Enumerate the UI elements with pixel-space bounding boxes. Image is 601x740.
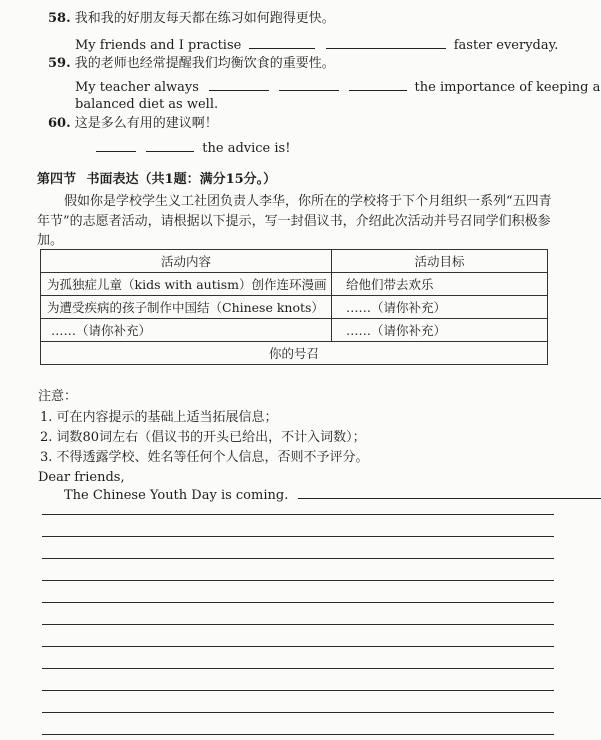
writing-line[interactable] — [42, 668, 554, 669]
writing-line[interactable] — [42, 514, 554, 515]
blank[interactable] — [279, 79, 339, 91]
section-subtitle: 书面表达（共1题：满分15分。） — [86, 172, 277, 187]
question-number: 58. — [48, 11, 71, 26]
answer-line-58 — [75, 37, 558, 52]
section-heading — [37, 173, 276, 186]
table-cell: 为遭受疾病的孩子制作中国结（Chinese knots） — [41, 296, 332, 319]
writing-line[interactable] — [42, 602, 554, 603]
blank[interactable] — [349, 79, 407, 91]
table-cell: 给他们带去欢乐 — [332, 273, 548, 296]
table-row — [41, 319, 548, 342]
writing-line[interactable] — [42, 646, 554, 647]
question-chinese: 我和我的好朋友每天都在练习如何跑得更快。 — [74, 11, 335, 26]
question-chinese: 我的老师也经常提醒我们均衡饮食的重要性。 — [74, 56, 335, 71]
letter-opening-line — [64, 487, 601, 502]
writing-line[interactable] — [42, 558, 554, 559]
answer-line-59-cont — [75, 98, 218, 111]
writing-line[interactable] — [42, 580, 554, 581]
writing-line[interactable] — [42, 624, 554, 625]
answer-suffix: the advice is! — [202, 141, 291, 156]
blank[interactable] — [146, 140, 194, 152]
letter-opening: The Chinese Youth Day is coming. — [64, 488, 289, 503]
prompt-line-2: 年节”的志愿者活动，请根据以下提示，写一封倡议书，介绍此次活动并号召同学们积极参 — [37, 214, 551, 229]
answer-line-60 — [96, 140, 290, 155]
writing-line[interactable] — [42, 712, 554, 713]
blank[interactable] — [209, 79, 269, 91]
answer-suffix: the importance of keeping a — [414, 80, 601, 95]
blank[interactable] — [326, 37, 446, 49]
header-cell: 活动目标 — [332, 250, 548, 273]
question-58 — [48, 12, 335, 25]
table-cell: 为孤独症儿童（kids with autism）创作连环漫画 — [41, 273, 332, 296]
table-row — [41, 296, 548, 319]
prompt-line-3: 加。 — [37, 233, 64, 248]
note-item: 3. 不得透露学校、姓名等任何个人信息，否则不予评分。 — [40, 450, 369, 465]
answer-prefix: My friends and I practise — [75, 38, 242, 53]
answer-line-59 — [75, 79, 600, 94]
notes-title: 注意： — [38, 389, 78, 404]
answer-continuation: balanced diet as well. — [75, 97, 219, 112]
question-number: 60. — [48, 116, 71, 131]
writing-blank[interactable] — [298, 487, 601, 499]
blank[interactable] — [96, 140, 136, 152]
answer-prefix: My teacher always — [75, 80, 199, 95]
blank[interactable] — [249, 37, 315, 49]
section-title: 第四节 — [37, 172, 77, 187]
prompt-line-1: 假如你是学校学生义工社团负责人李华，你所在的学校将于下个月组织一系列“五四青 — [64, 194, 552, 209]
header-cell: 活动内容 — [41, 250, 332, 273]
table-cell: ……（请你补充） — [332, 319, 548, 342]
table-row — [41, 273, 548, 296]
table-header-row — [41, 250, 548, 273]
writing-line[interactable] — [42, 536, 554, 537]
note-item: 1. 可在内容提示的基础上适当拓展信息； — [40, 410, 278, 425]
activity-table — [40, 249, 548, 365]
table-footer-cell: 你的号召 — [41, 342, 548, 365]
table-footer-row — [41, 342, 548, 365]
table-cell: ……（请你补充） — [332, 296, 548, 319]
table-cell: ……（请你补充） — [41, 319, 332, 342]
note-item: 2. 词数80词左右（倡议书的开头已给出，不计入词数）； — [40, 430, 366, 445]
letter-greeting: Dear friends, — [38, 470, 125, 485]
question-number: 59. — [48, 56, 71, 71]
answer-suffix: faster everyday. — [453, 38, 559, 53]
question-chinese: 这是多么有用的建议啊！ — [74, 116, 218, 131]
question-60 — [48, 117, 218, 130]
question-59 — [48, 57, 335, 70]
writing-line[interactable] — [42, 690, 554, 691]
writing-line[interactable] — [42, 734, 554, 735]
